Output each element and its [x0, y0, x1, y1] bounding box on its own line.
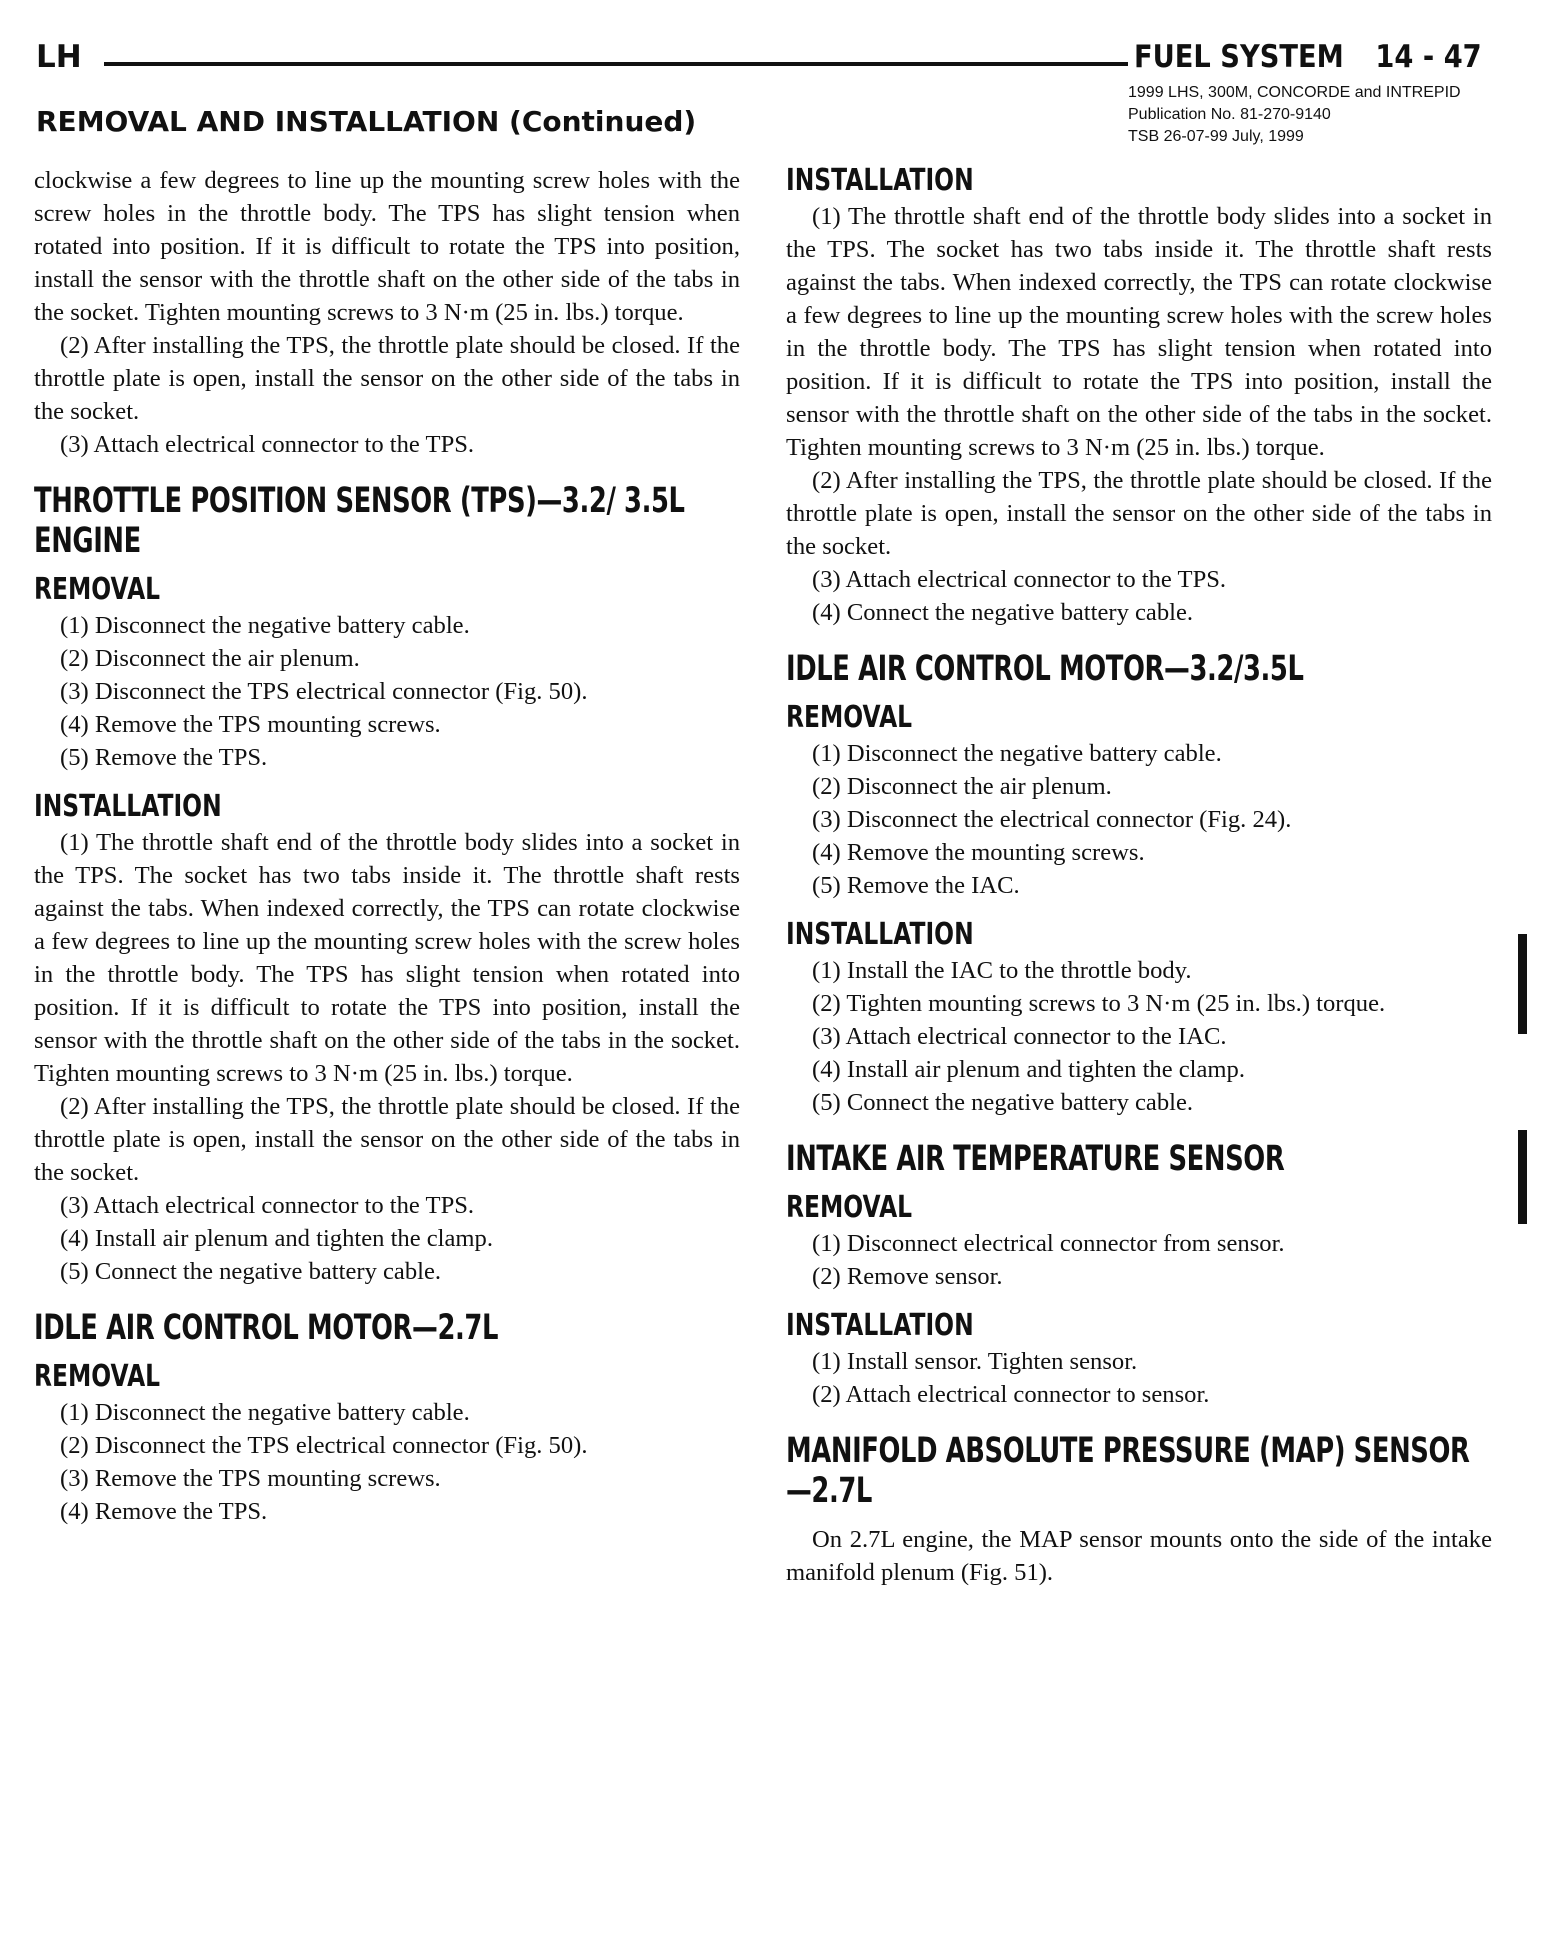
subheading-installation: INSTALLATION	[786, 1308, 974, 1343]
step: (3) Attach electrical connector to the TPS.	[812, 566, 1227, 593]
publication-info	[1128, 82, 1461, 148]
step: (1) Disconnect the negative battery cable.	[812, 740, 1222, 767]
change-bar	[1518, 934, 1527, 1034]
step: (1) The throttle shaft end of the throttle body slides into a socket in the TPS. The socket has two tabs inside it. The throttle shaft rests against the tabs. When indexed correctly, the TPS can rotate clockwise a few degrees to line up the mounting screw holes with the screw holes in the throttle body. The TPS has slight tension when rotated into position. If it is difficult to rotate the TPS into position, install the sensor with the throttle shaft on the other side of the tabs in the socket. Tighten mounting screws to 3 N·m (25 in. lbs.) torque.	[34, 829, 740, 1087]
step: (1) Disconnect electrical connector from sensor.	[812, 1230, 1285, 1257]
subheading-installation: INSTALLATION	[786, 917, 974, 952]
step: (3) Disconnect the TPS electrical connector (Fig. 50).	[60, 678, 588, 705]
step: (1) Install the IAC to the throttle body.	[812, 957, 1192, 984]
step: (4) Remove the mounting screws.	[812, 839, 1145, 866]
subheading-removal: REMOVAL	[34, 572, 161, 607]
step: (1) Install sensor. Tighten sensor.	[812, 1348, 1138, 1375]
step: (4) Remove the TPS.	[60, 1498, 268, 1525]
step: (3) Attach electrical connector to the IAC.	[812, 1023, 1227, 1050]
section-heading-iac-27: IDLE AIR CONTROL MOTOR—2.7L	[34, 1308, 499, 1348]
step: (4) Connect the negative battery cable.	[812, 599, 1194, 626]
section-heading-map: MANIFOLD ABSOLUTE PRESSURE (MAP) SENSOR—2.7L	[786, 1431, 1470, 1511]
subheading-installation: INSTALLATION	[34, 789, 222, 824]
header-rule	[104, 62, 1128, 66]
subheading-removal: REMOVAL	[34, 1359, 161, 1394]
step: (2) After installing the TPS, the throttle plate should be closed. If the throttle plate is open, install the sensor on the other side of the tabs in the socket.	[34, 332, 740, 425]
step: (2) Attach electrical connector to sensor.	[812, 1381, 1210, 1408]
step: (5) Remove the TPS.	[60, 744, 268, 771]
step: (5) Remove the IAC.	[812, 872, 1020, 899]
subheading-installation: INSTALLATION	[786, 163, 974, 198]
step: (2) Tighten mounting screws to 3 N·m (25 in. lbs.) torque.	[812, 990, 1386, 1017]
header-left-tag: LH	[36, 39, 82, 75]
left-column	[34, 164, 740, 1528]
step: (4) Install air plenum and tighten the clamp.	[812, 1056, 1245, 1083]
step: (3) Attach electrical connector to the TPS.	[60, 1192, 475, 1219]
step: (5) Connect the negative battery cable.	[60, 1258, 442, 1285]
step: (2) After installing the TPS, the throttle plate should be closed. If the throttle plate is open, install the sensor on the other side of the tabs in the socket.	[786, 467, 1492, 560]
right-column	[786, 164, 1492, 1589]
step: (4) Install air plenum and tighten the clamp.	[60, 1225, 493, 1252]
section-heading-iac-3235: IDLE AIR CONTROL MOTOR—3.2/3.5L	[786, 649, 1304, 689]
step: (5) Connect the negative battery cable.	[812, 1089, 1194, 1116]
step: (2) Disconnect the air plenum.	[812, 773, 1112, 800]
step: (3) Attach electrical connector to the TPS.	[60, 431, 475, 458]
header-page-number: 14 - 47	[1375, 39, 1482, 75]
step: (2) Disconnect the air plenum.	[60, 645, 360, 672]
publication-models: 1999 LHS, 300M, CONCORDE and INTREPID	[1128, 84, 1461, 101]
continued-heading: REMOVAL AND INSTALLATION (Continued)	[36, 105, 697, 138]
paragraph: clockwise a few degrees to line up the mounting screw holes with the screw holes in the throttle body. The TPS has slight tension when rotated into position. If it is difficult to rotate the TPS into position, install the sensor with the throttle shaft on the other side of the tabs in the socket. Tighten mounting screws to 3 N·m (25 in. lbs.) torque.	[34, 167, 740, 326]
section-heading-iat: INTAKE AIR TEMPERATURE SENSOR	[786, 1139, 1285, 1179]
step: (3) Disconnect the electrical connector (Fig. 24).	[812, 806, 1292, 833]
step: (3) Remove the TPS mounting screws.	[60, 1465, 441, 1492]
change-bar	[1518, 1130, 1527, 1224]
subheading-removal: REMOVAL	[786, 700, 913, 735]
step: (4) Remove the TPS mounting screws.	[60, 711, 441, 738]
step: (2) After installing the TPS, the throttle plate should be closed. If the throttle plate is open, install the sensor on the other side of the tabs in the socket.	[34, 1093, 740, 1186]
section-heading-tps: THROTTLE POSITION SENSOR (TPS)—3.2/ 3.5L ENGINE	[34, 481, 685, 561]
step: (1) Disconnect the negative battery cable.	[60, 1399, 470, 1426]
step: (1) The throttle shaft end of the throttle body slides into a socket in the TPS. The socket has two tabs inside it. The throttle shaft rests against the tabs. When indexed correctly, the TPS can rotate clockwise a few degrees to line up the mounting screw holes with the screw holes in the throttle body. The TPS has slight tension when rotated into position. If it is difficult to rotate the TPS into position, install the sensor with the throttle shaft on the other side of the tabs in the socket. Tighten mounting screws to 3 N·m (25 in. lbs.) torque.	[786, 203, 1492, 461]
step: (1) Disconnect the negative battery cable.	[60, 612, 470, 639]
publication-number: Publication No. 81-270-9140	[1128, 106, 1331, 123]
subheading-removal: REMOVAL	[786, 1190, 913, 1225]
publication-tsb: TSB 26-07-99 July, 1999	[1128, 128, 1304, 145]
paragraph: On 2.7L engine, the MAP sensor mounts onto the side of the intake manifold plenum (Fig. 51).	[786, 1526, 1492, 1586]
step: (2) Remove sensor.	[812, 1263, 1003, 1290]
header-section-title: FUEL SYSTEM	[1134, 39, 1344, 75]
step: (2) Disconnect the TPS electrical connector (Fig. 50).	[60, 1432, 588, 1459]
header-right	[1134, 39, 1482, 75]
